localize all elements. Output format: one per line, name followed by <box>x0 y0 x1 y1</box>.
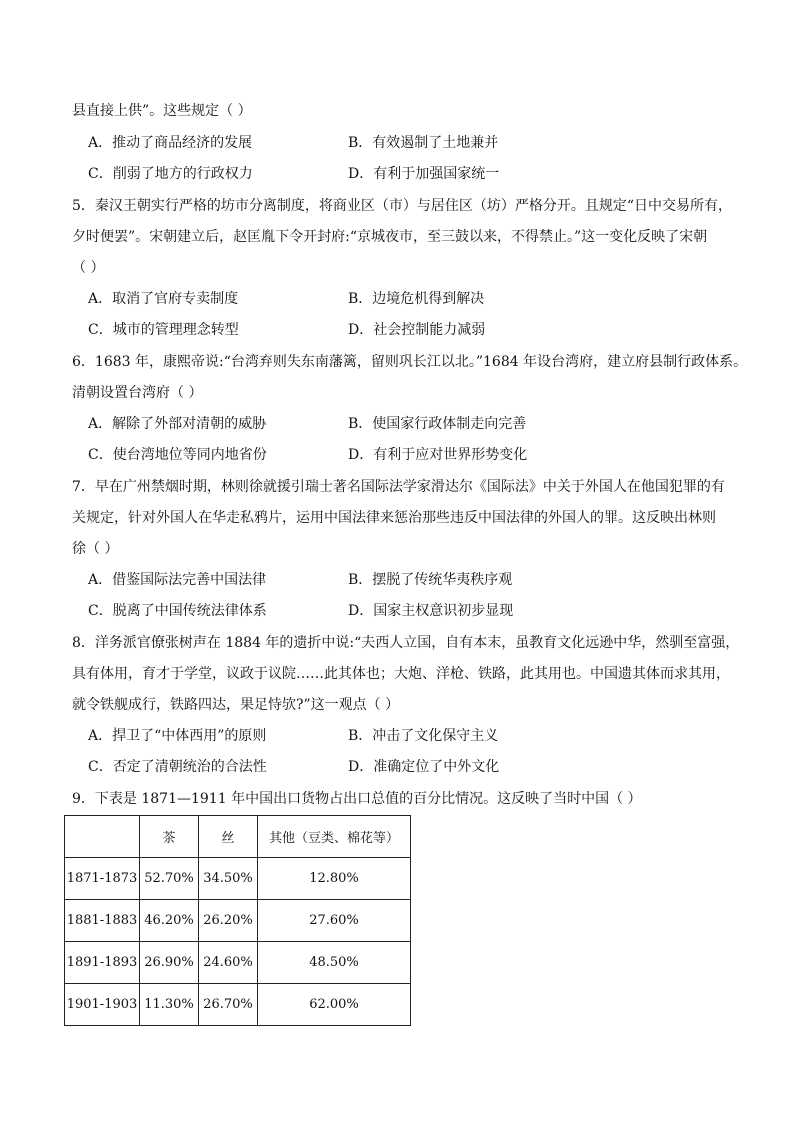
q5-option-a: A．取消了官府专卖制度 <box>88 291 239 307</box>
table-header-row <box>65 816 411 858</box>
table-cell: 1871-1873 <box>65 858 140 900</box>
table-row <box>65 984 411 1026</box>
q4-option-c: C．削弱了地方的行政权力 <box>88 166 253 182</box>
q5-stem-line-3: （ ） <box>72 260 105 276</box>
table-header-cell <box>65 816 140 858</box>
table-cell: 48.50% <box>258 942 411 984</box>
q7-stem-line-3: 徐（ ） <box>72 541 119 557</box>
table-cell: 26.90% <box>140 942 199 984</box>
table-cell: 1901-1903 <box>65 984 140 1026</box>
table-cell: 1891-1893 <box>65 942 140 984</box>
q5-option-c: C．城市的管理理念转型 <box>88 322 239 338</box>
q6-option-d: D．有利于应对世界形势变化 <box>348 447 528 463</box>
q4-option-b: B．有效遏制了土地兼并 <box>348 135 499 151</box>
q6-option-b: B．使国家行政体制走向完善 <box>348 416 527 432</box>
table-header-cell: 其他（豆类、棉花等） <box>258 816 411 858</box>
q8-option-b: B．冲击了文化保守主义 <box>348 728 499 744</box>
q6-option-c: C．使台湾地位等同内地省份 <box>88 447 267 463</box>
q5-option-d: D．社会控制能力减弱 <box>348 322 486 338</box>
export-share-table <box>64 815 411 1026</box>
table-row <box>65 858 411 900</box>
q6-option-a: A．解除了外部对清朝的威胁 <box>88 416 267 432</box>
q4-option-d: D．有利于加强国家统一 <box>348 166 500 182</box>
table-row <box>65 900 411 942</box>
table-cell: 52.70% <box>140 858 199 900</box>
q7-option-b: B．摆脱了传统华夷秩序观 <box>348 572 513 588</box>
table-cell: 24.60% <box>199 942 258 984</box>
q5-option-b: B．边境危机得到解决 <box>348 291 485 307</box>
q7-option-a: A．借鉴国际法完善中国法律 <box>88 572 267 588</box>
table-cell: 46.20% <box>140 900 199 942</box>
table-cell: 12.80% <box>258 858 411 900</box>
table-row <box>65 942 411 984</box>
q8-stem-line-1: 8．洋务派官僚张树声在 1884 年的遗折中说:“夫西人立国，自有本末，虽教育文化远逊中华，然驯至富强， <box>72 635 740 651</box>
q4-option-a: A．推动了商品经济的发展 <box>88 135 253 151</box>
q8-stem-line-2: 具有体用，育才于学堂，议政于议院……此其体也；大炮、洋枪、铁路，此其用也。中国遗其体而求其用， <box>72 666 730 682</box>
q5-stem-line-1: 5．秦汉王朝实行严格的坊市分离制度，将商业区（市）与居住区（坊）严格分开。且规定“日中交易所有， <box>72 198 733 214</box>
q7-option-c: C．脱离了中国传统法律体系 <box>88 603 267 619</box>
q8-option-c: C．否定了清朝统治的合法性 <box>88 759 267 775</box>
q6-stem-line-1: 6．1683 年，康熙帝说:“台湾弃则失东南藩篱，留则巩长江以北。”1684 年设台湾府，建立府县制行政体系。 <box>72 354 748 370</box>
q8-option-a: A．捍卫了“中体西用”的原则 <box>88 728 267 744</box>
q7-stem-line-1: 7．早在广州禁烟时期，林则徐就援引瑞士著名国际法学家滑达尔《国际法》中关于外国人在他国犯罪的有 <box>72 479 725 495</box>
q8-option-d: D．准确定位了中外文化 <box>348 759 500 775</box>
table-cell: 11.30% <box>140 984 199 1026</box>
table-cell: 62.00% <box>258 984 411 1026</box>
table-cell: 26.20% <box>199 900 258 942</box>
table-cell: 26.70% <box>199 984 258 1026</box>
q6-stem-line-2: 清朝设置台湾府（ ） <box>72 385 203 401</box>
table-cell: 27.60% <box>258 900 411 942</box>
table-cell: 1881-1883 <box>65 900 140 942</box>
table-cell: 34.50% <box>199 858 258 900</box>
table-header-cell: 丝 <box>199 816 258 858</box>
q4-stem-tail: 县直接上供”。这些规定（ ） <box>72 103 252 119</box>
q8-stem-line-3: 就令铁舰成行，铁路四达，果足恃欤?”这一观点（ ） <box>72 697 400 713</box>
q7-option-d: D．国家主权意识初步显现 <box>348 603 514 619</box>
q7-stem-line-2: 关规定，针对外国人在华走私鸦片，运用中国法律来惩治那些违反中国法律的外国人的罪。这反映出林则 <box>72 510 716 526</box>
q5-stem-line-2: 夕时便罢”。宋朝建立后，赵匡胤下令开封府:“京城夜市，至三鼓以来，不得禁止。”这一变化反映了宋朝 <box>72 229 708 245</box>
q9-stem: 9．下表是 1871—1911 年中国出口货物占出口总值的百分比情况。这反映了当时中国（ ） <box>72 791 642 807</box>
table-header-cell: 茶 <box>140 816 199 858</box>
